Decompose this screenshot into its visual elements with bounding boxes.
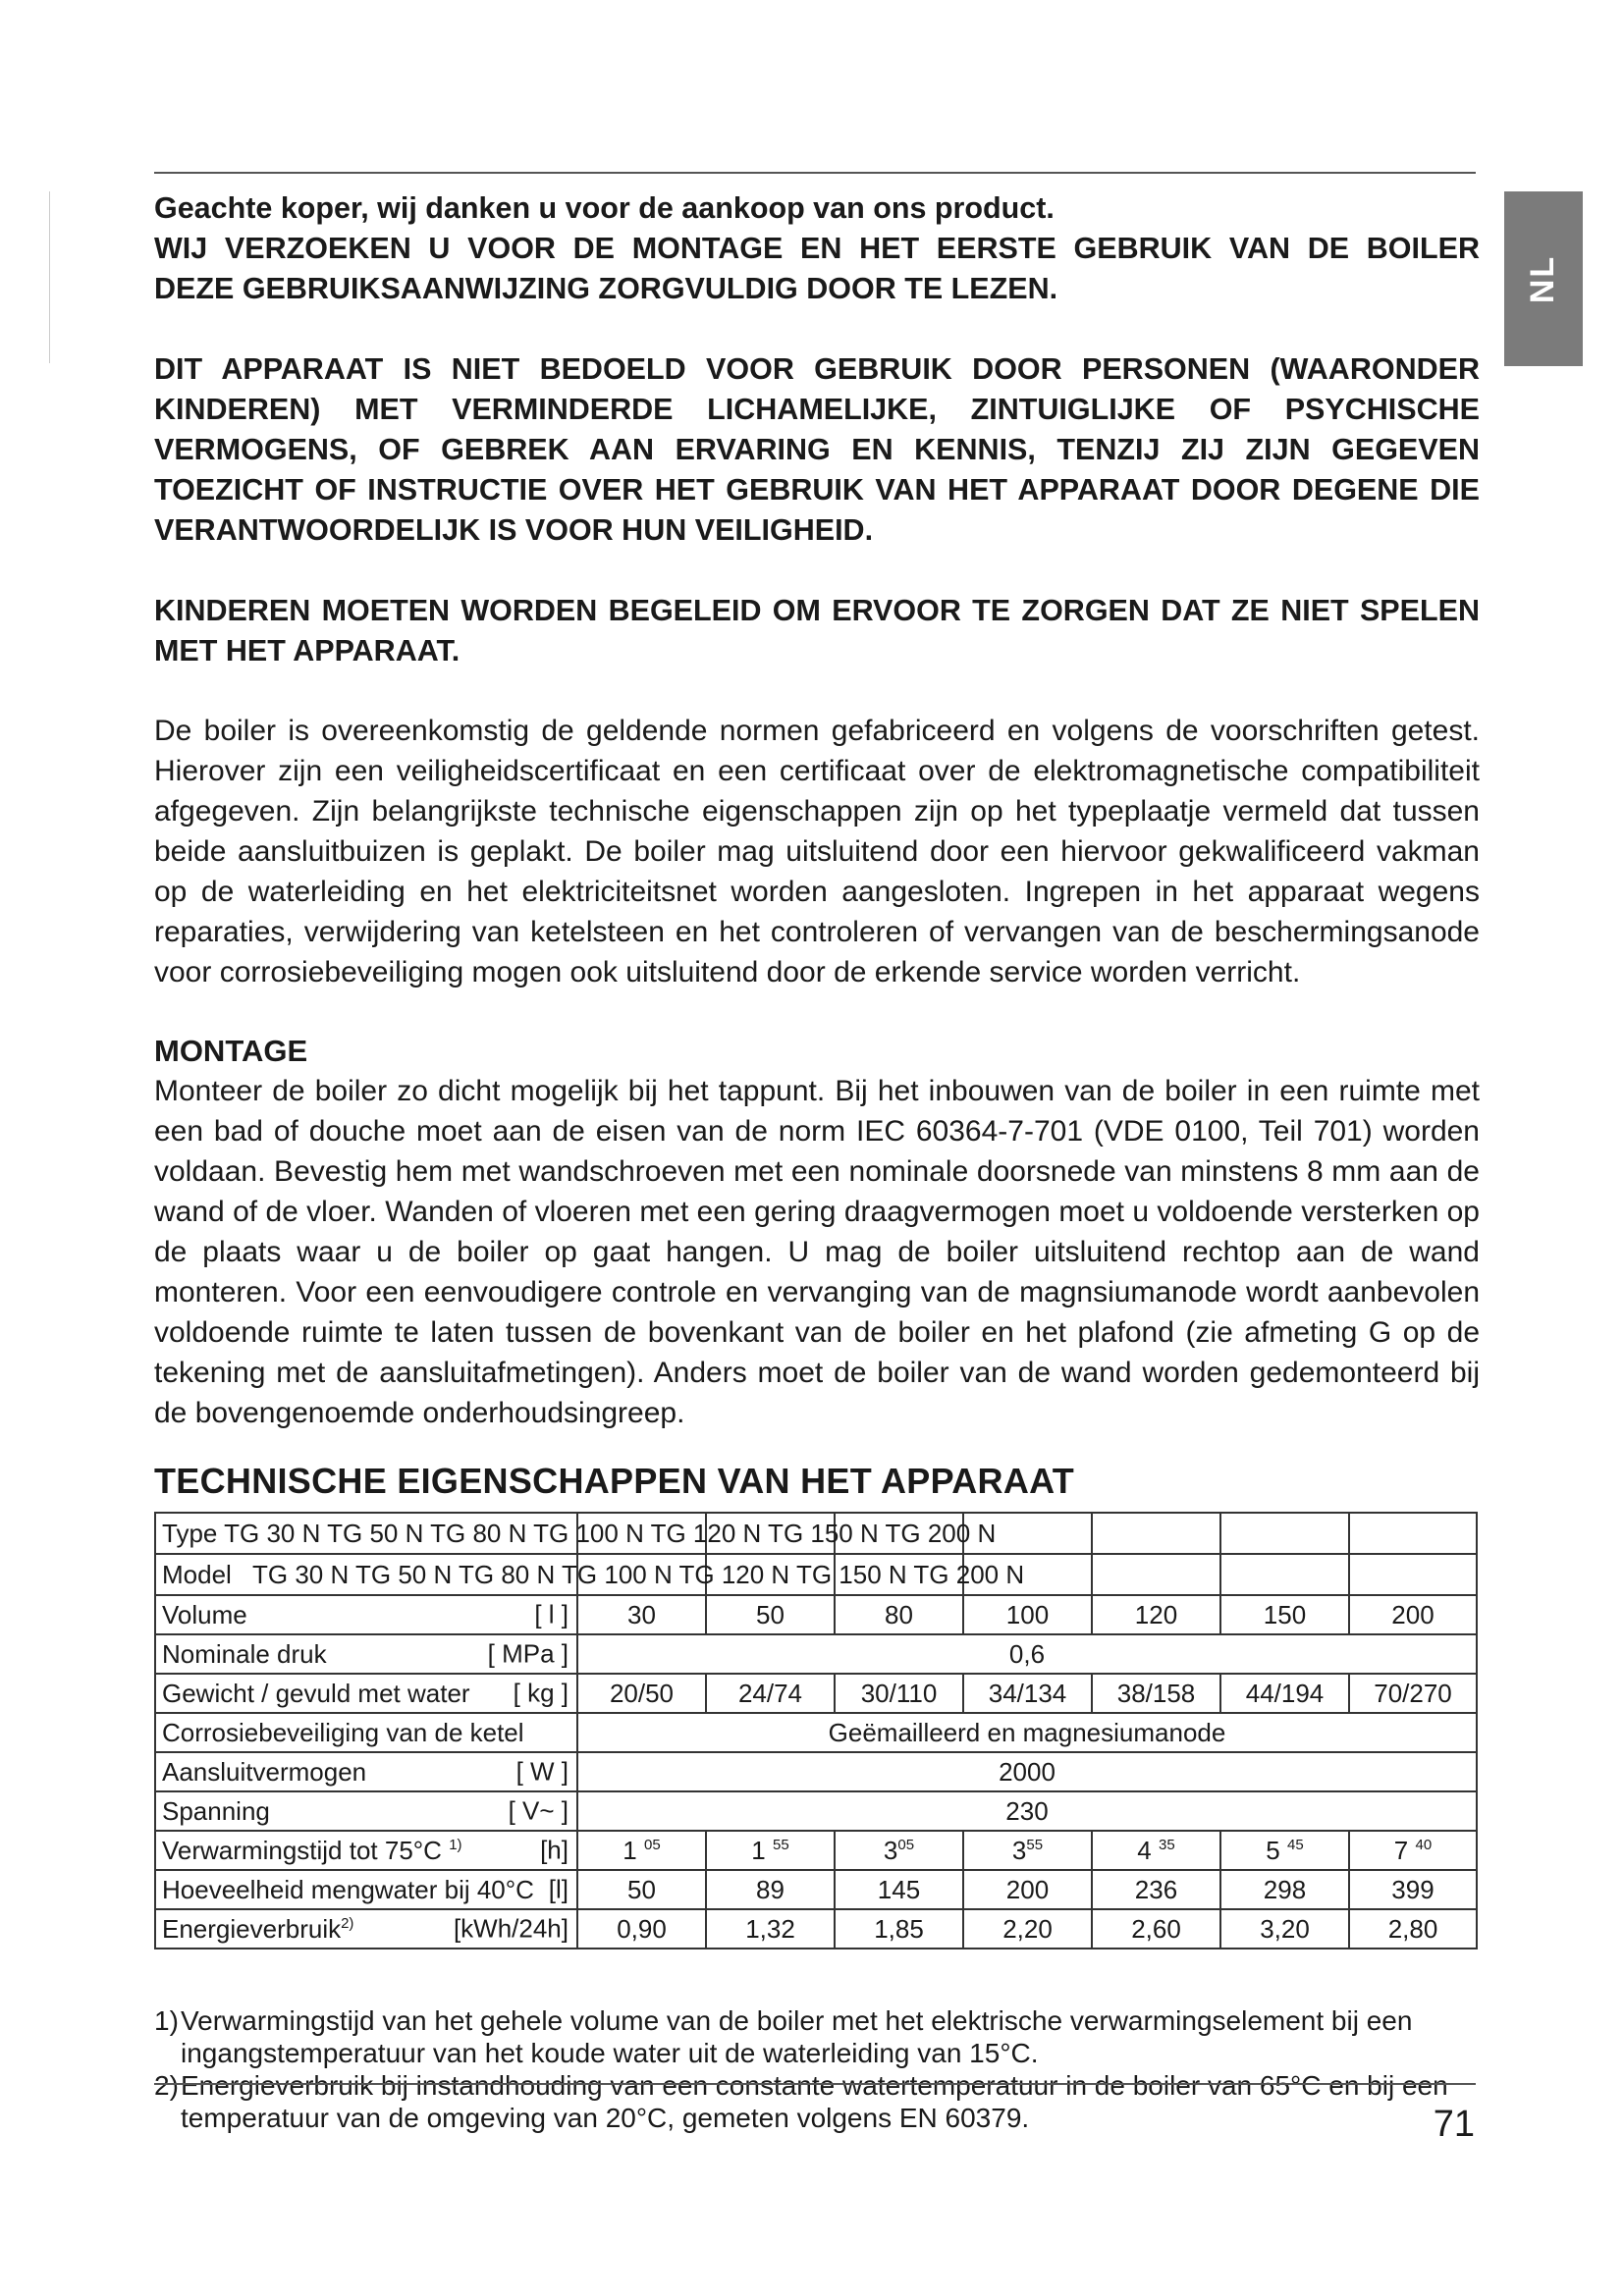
montage-text: Monteer de boiler zo dicht mogelijk bij het tappunt. Bij het inbouwen van de boiler in een ruimte met een bad of douche moet aan de eisen van de norm IEC 60364-7-701 (VDE 0100, Teil 701) worden voldaan. Bevestig hem met wandschroeven met een nominale doorsnede van minstens 8 mm aan de wand of de vloer. Wanden of vloeren met een gering draagvermogen moet u voldoende versterken op de plaats waar u de boiler op gaat hangen. U mag de boiler uitsluitend rechtop aan de wand monteren. Voor een eenvoudigere controle en vervanging van de magnsiumanode wordt aanbevolen voldoende ruimte te laten tussen de bovenkant van de boiler en het plafond (zie afmeting G op de tekening met de aansluitafmetingen). Anders moet de boiler van de wand worden gedemonteerd bij de bovengenoemde onderhoudsingreep. [154,1075,1480,1429]
row-label: Aansluitvermogen [162,1756,367,1787]
table-cell: 70/270 [1349,1674,1477,1713]
table-cell: 24/74 [706,1674,835,1713]
specs-table [154,1512,1478,1949]
row-unit: [h] [540,1835,568,1865]
row-label: Verwarmingstijd tot 75°C [162,1835,442,1865]
table-cell: 2000 [577,1752,1477,1791]
specs-title: TECHNISCHE EIGENSCHAPPEN VAN HET APPARAAT [154,1461,1075,1501]
table-cell: 5 $^{45}$ [1220,1831,1349,1870]
table-row-type [155,1513,1477,1554]
table-row-energy [155,1909,1477,1949]
table-cell: 0,90 [577,1909,706,1949]
row-unit: [ l ] [534,1599,568,1629]
table-cell: 1,85 [835,1909,963,1949]
table-cell: $3^{05}$ [835,1831,963,1870]
model-row-text: Model TG 30 N TG 50 N TG 80 N TG 100 N TG 120 N TG 150 N TG 200 N [162,1559,1025,1589]
table-cell: 50 [706,1595,835,1634]
table-cell: 399 [1349,1870,1477,1909]
top-rule [154,172,1476,174]
table-cell: 2,60 [1092,1909,1220,1949]
intro-warning: DIT APPARAAT IS NIET BEDOELD VOOR GEBRUIK DOOR PERSONEN (WAARONDER KINDEREN) MET VERMINDERDE LICHAMELIJKE, ZINTUIGLIJKE OF PSYCHISCHE VERMOGENS, OF GEBREK AAN ERVARING EN KENNIS, TENZIJ ZIJ ZIJN GEGEVEN TOEZICHT OF INSTRUCTIE OVER HET GEBRUIK VAN HET APPARAAT DOOR DEGENE DIE VERANTWOORDELIJK IS VOOR HUN VEILIGHEID. [154,352,1480,547]
row-label: Volume [162,1599,247,1629]
footnote-ref: 2) [341,1914,354,1932]
table-cell: 120 [1092,1595,1220,1634]
footnote: 2) Energieverbruik bij instandhouding van een constante watertemperatuur in de boiler van 65°C en bij een temperatuur van de omgeving van 20°C, gemeten volgens EN 60379. [154,2070,1448,2133]
footnote: 1) Verwarmingstijd van het gehele volume van de boiler met het elektrische verwarmingselement bij een ingangstemperatuur van het koude water uit de waterleiding van 15°C. [154,2005,1413,2068]
table-cell: 0,6 [577,1634,1477,1674]
row-label: Gewicht / gevuld met water [162,1678,470,1708]
table-cell: 30/110 [835,1674,963,1713]
table-cell: 30 [577,1595,706,1634]
table-cell: 2,80 [1349,1909,1477,1949]
row-unit: [ V~ ] [508,1795,568,1826]
table-row-heating-time [155,1831,1477,1870]
table-cell: 50 [577,1870,706,1909]
intro-request-line1: WIJ VERZOEKEN U VOOR DE MONTAGE EN HET EERSTE GEBRUIK VAN DE BOILER [154,232,1480,265]
table-cell: 1,32 [706,1909,835,1949]
table-cell: 200 [963,1870,1092,1909]
text-content [154,188,1480,1502]
table-cell: 38/158 [1092,1674,1220,1713]
table-row-corrosion [155,1713,1477,1752]
table-cell: 145 [835,1870,963,1909]
table-cell: 44/194 [1220,1674,1349,1713]
table-row-weight [155,1674,1477,1713]
footnotes [154,2004,1476,2134]
bottom-rule [154,2083,1476,2085]
table-cell: $3^{55}$ [963,1831,1092,1870]
intro-request-line2: DEZE GEBRUIKSAANWIJZING ZORGVULDIG DOOR TE LEZEN. [154,272,1058,305]
table-cell: 3,20 [1220,1909,1349,1949]
table-row-mixed-water [155,1870,1477,1909]
table-row-model [155,1554,1477,1595]
table-cell: 100 [963,1595,1092,1634]
table-cell: 7 $^{40}$ [1349,1831,1477,1870]
row-unit: [ MPa ] [487,1638,568,1669]
type-row-text: Type TG 30 N TG 50 N TG 80 N TG 100 N TG 120 N TG 150 N TG 200 N [162,1518,997,1548]
table-cell: 2,20 [963,1909,1092,1949]
table-row-power [155,1752,1477,1791]
table-cell: 4 $^{35}$ [1092,1831,1220,1870]
language-tab [1504,191,1583,366]
table-cell: Geëmailleerd en magnesiumanode [577,1713,1477,1752]
table-cell: 1 $^{05}$ [577,1831,706,1870]
intro-conformity: De boiler is overeenkomstig de geldende normen gefabriceerd en volgens de voorschriften getest. Hierover zijn een veiligheidscertificaat en een certificaat over de elektromagnetische compatibiliteit afgegeven. Zijn belangrijkste technische eigenschappen zijn op het typeplaatje vermeld dat tussen beide aansluitbuizen is geplakt. De boiler mag uitsluitend door een hiervoor gekwalificeerd vakman op de waterleiding en het elektriciteitsnet worden aangesloten. Ingrepen in het apparaat wegens reparaties, verwijdering van ketelsteen en het controleren of vervangen van de beschermingsanode voor corrosiebeveiliging mogen ook uitsluitend door de erkende service worden verricht. [154,715,1480,988]
row-unit: [kWh/24h] [453,1913,568,1944]
row-label: Hoeveelheid mengwater bij 40°C [162,1874,534,1904]
margin-line [49,191,50,363]
table-cell: 20/50 [577,1674,706,1713]
table-cell: 150 [1220,1595,1349,1634]
row-label: Energieverbruik [162,1913,342,1944]
row-unit: [l] [548,1874,568,1904]
row-unit: [ W ] [515,1756,568,1787]
table-row-voltage [155,1791,1477,1831]
footnote-ref: 1) [449,1836,462,1853]
table-cell: 236 [1092,1870,1220,1909]
montage-title: MONTAGE [154,1034,308,1068]
intro-greeting: Geachte koper, wij danken u voor de aankoop van ons product. WIJ VERZOEKEN U VOOR DE MONTAGE EN HET EERSTE GEBRUIK VAN DE BOILER DEZE GEBRUIKSAANWIJZING ZORGVULDIG DOOR TE LEZEN. [154,188,1480,309]
table-cell: 298 [1220,1870,1349,1909]
table-cell: 1 $^{55}$ [706,1831,835,1870]
row-label: Nominale druk [162,1638,327,1669]
row-label: Spanning [162,1795,270,1826]
table-cell: 80 [835,1595,963,1634]
table-cell: 200 [1349,1595,1477,1634]
language-tab-label: NL [1524,254,1562,303]
table-cell: 230 [577,1791,1477,1831]
table-row-pressure [155,1634,1477,1674]
table-cell: 34/134 [963,1674,1092,1713]
table-row-volume [155,1595,1477,1634]
row-unit: [ kg ] [513,1678,568,1708]
table-cell: 89 [706,1870,835,1909]
page-number: 71 [1433,2104,1475,2145]
intro-children: KINDEREN MOETEN WORDEN BEGELEID OM ERVOOR TE ZORGEN DAT ZE NIET SPELEN MET HET APPARAAT. [154,594,1480,667]
row-label: Corrosiebeveiliging van de ketel [162,1717,524,1747]
